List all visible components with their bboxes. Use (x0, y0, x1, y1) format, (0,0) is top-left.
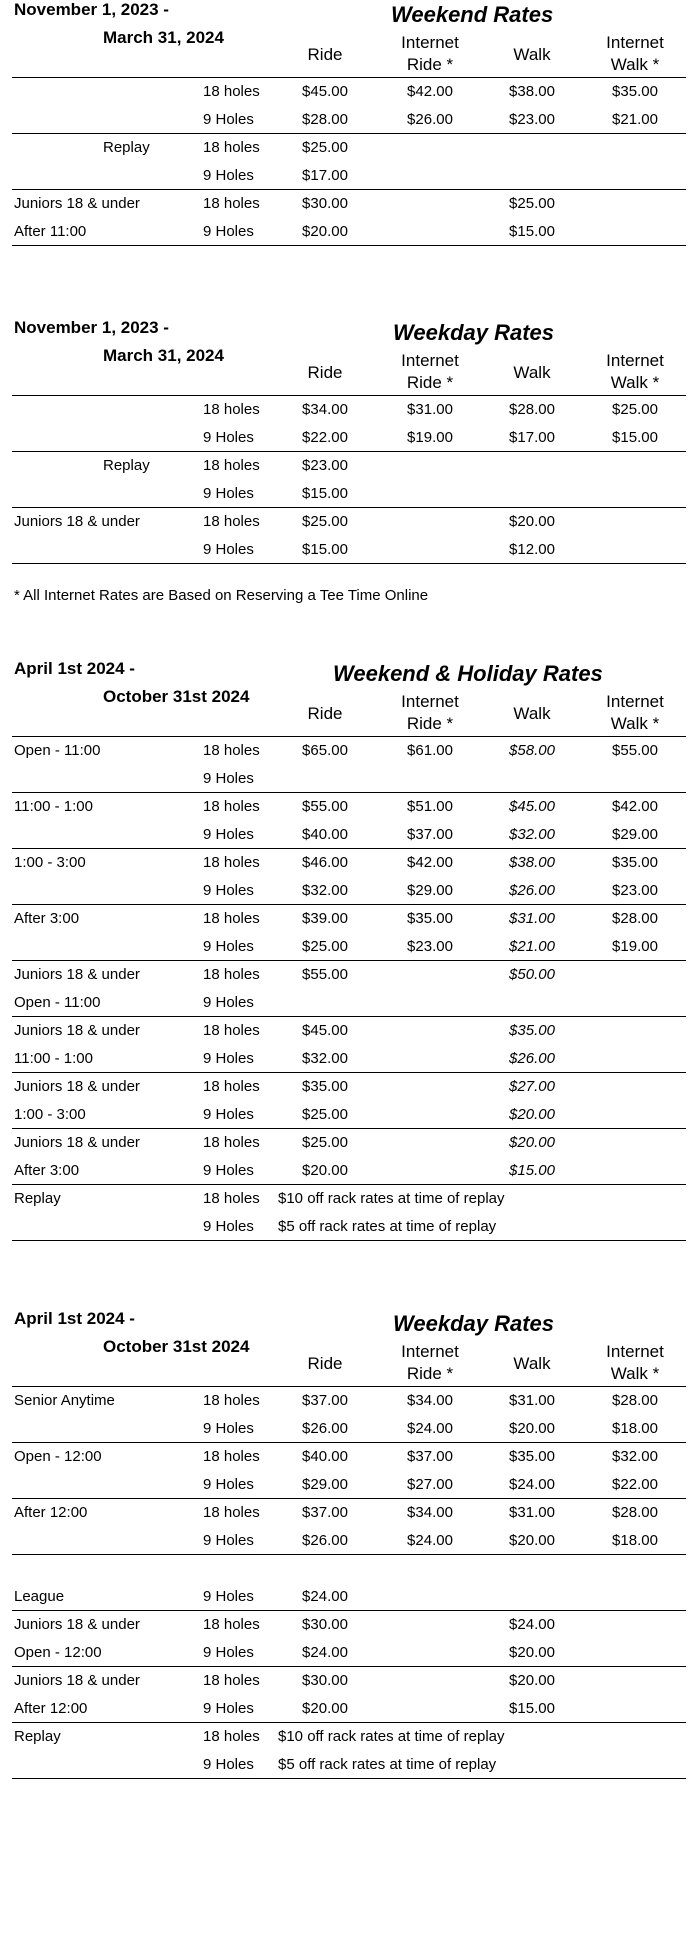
price-internet-walk: $19.00 (612, 938, 658, 955)
holes-count: 9 Holes (203, 223, 254, 240)
price-walk: $20.00 (509, 1532, 555, 1549)
holes-count: 18 holes (203, 1134, 260, 1151)
header-line: Ride * (406, 1364, 454, 1383)
price-walk: $20.00 (509, 1420, 555, 1437)
price-walk: $20.00 (509, 1644, 555, 1661)
holes-count: 18 holes (203, 1022, 260, 1039)
holes-count: 18 holes (203, 1078, 260, 1095)
price-ride: $23.00 (302, 457, 348, 474)
date-range-start: November 1, 2023 - (14, 318, 169, 337)
price-walk: $50.00 (509, 966, 555, 983)
rate-section (0, 1309, 696, 1949)
holes-count: 9 Holes (203, 1420, 254, 1437)
column-header-internet-ride (390, 691, 470, 735)
row-label: After 3:00 (14, 910, 80, 927)
price-ride: $55.00 (302, 798, 348, 815)
price-walk: $20.00 (509, 1672, 555, 1689)
holes-count: 9 Holes (203, 1700, 254, 1717)
price-walk: $31.00 (509, 1392, 555, 1409)
holes-count: 9 Holes (203, 485, 254, 502)
date-range-start: April 1st 2024 - (14, 659, 135, 678)
price-walk: $15.00 (509, 223, 555, 240)
row-label: Juniors 18 & under (14, 1022, 140, 1039)
date-range-end: October 31st 2024 (103, 687, 250, 706)
price-walk: $24.00 (509, 1616, 555, 1633)
price-internet-ride: $24.00 (407, 1532, 453, 1549)
table-divider (12, 189, 686, 190)
price-internet-walk: $29.00 (612, 826, 658, 843)
price-ride: $37.00 (302, 1504, 348, 1521)
holes-count: 9 Holes (203, 1476, 254, 1493)
price-ride: $29.00 (302, 1476, 348, 1493)
price-internet-ride: $27.00 (407, 1476, 453, 1493)
holes-count: 9 Holes (203, 1162, 254, 1179)
price-internet-walk: $32.00 (612, 1448, 658, 1465)
replay-discount-note: $5 off rack rates at time of replay (278, 1756, 497, 1773)
price-walk: $23.00 (509, 111, 555, 128)
row-label: 1:00 - 3:00 (14, 854, 86, 871)
holes-count: 9 Holes (203, 1532, 254, 1549)
section-title: Weekend Rates (391, 2, 554, 27)
column-header-ride: Ride (307, 363, 343, 382)
replay-discount-note: $5 off rack rates at time of replay (278, 1218, 497, 1235)
row-label: Replay (14, 1728, 61, 1745)
header-line: Walk * (610, 55, 660, 74)
row-label: Senior Anytime (14, 1392, 115, 1409)
price-internet-walk: $55.00 (612, 742, 658, 759)
price-ride: $65.00 (302, 742, 348, 759)
price-internet-walk: $15.00 (612, 429, 658, 446)
price-ride: $25.00 (302, 513, 348, 530)
holes-count: 18 holes (203, 966, 260, 983)
price-ride: $55.00 (302, 966, 348, 983)
header-line: Walk * (610, 714, 660, 733)
price-walk: $35.00 (509, 1022, 555, 1039)
holes-count: 9 Holes (203, 167, 254, 184)
price-ride: $32.00 (302, 882, 348, 899)
holes-count: 18 holes (203, 910, 260, 927)
header-line: Internet (401, 33, 459, 52)
price-ride: $25.00 (302, 139, 348, 156)
column-header-walk: Walk (513, 45, 551, 64)
header-line: Walk * (610, 373, 660, 392)
holes-count: 18 holes (203, 1616, 260, 1633)
replay-discount-note: $10 off rack rates at time of replay (278, 1728, 505, 1745)
price-internet-walk: $28.00 (612, 910, 658, 927)
price-ride: $28.00 (302, 111, 348, 128)
price-walk: $45.00 (509, 798, 555, 815)
holes-count: 9 Holes (203, 429, 254, 446)
row-label: Juniors 18 & under (14, 1672, 140, 1689)
price-walk: $20.00 (509, 513, 555, 530)
price-ride: $20.00 (302, 1700, 348, 1717)
holes-count: 18 holes (203, 1728, 260, 1745)
price-walk: $31.00 (509, 1504, 555, 1521)
holes-count: 18 holes (203, 1504, 260, 1521)
table-divider (12, 1778, 686, 1779)
row-label: Replay (14, 1190, 61, 1207)
column-header-ride: Ride (307, 45, 343, 64)
section-title: Weekday Rates (393, 1311, 555, 1336)
price-internet-walk: $35.00 (612, 854, 658, 871)
table-divider (12, 451, 686, 452)
price-walk: $15.00 (509, 1700, 555, 1717)
row-label: Open - 11:00 (14, 742, 101, 759)
price-walk: $20.00 (509, 1106, 555, 1123)
row-label: After 11:00 (14, 223, 87, 240)
price-ride: $30.00 (302, 1672, 348, 1689)
row-label: Juniors 18 & under (14, 1134, 140, 1151)
price-internet-ride: $23.00 (407, 938, 453, 955)
table-divider (12, 1498, 686, 1499)
price-ride: $26.00 (302, 1532, 348, 1549)
table-divider (12, 1240, 686, 1241)
price-internet-walk: $28.00 (612, 1392, 658, 1409)
price-ride: $24.00 (302, 1644, 348, 1661)
price-ride: $26.00 (302, 1420, 348, 1437)
table-divider (12, 792, 686, 793)
table-divider (12, 1072, 686, 1073)
price-internet-ride: $24.00 (407, 1420, 453, 1437)
price-ride: $20.00 (302, 1162, 348, 1179)
date-range-start: April 1st 2024 - (14, 1309, 135, 1328)
table-divider (12, 1610, 686, 1611)
row-label: Replay (103, 139, 150, 156)
price-walk: $17.00 (509, 429, 555, 446)
section-title: Weekend & Holiday Rates (333, 661, 603, 686)
row-label: Juniors 18 & under (14, 1616, 140, 1633)
row-label: 11:00 - 1:00 (14, 798, 93, 815)
price-internet-walk: $35.00 (612, 83, 658, 100)
price-ride: $24.00 (302, 1588, 348, 1605)
price-internet-walk: $18.00 (612, 1420, 658, 1437)
header-line: Ride * (406, 373, 454, 392)
price-internet-walk: $25.00 (612, 401, 658, 418)
holes-count: 18 holes (203, 1448, 260, 1465)
header-line: Internet (606, 1342, 664, 1361)
row-label: 11:00 - 1:00 (14, 1050, 93, 1067)
header-line: Internet (606, 351, 664, 370)
price-internet-ride: $29.00 (407, 882, 453, 899)
holes-count: 9 Holes (203, 826, 254, 843)
table-divider (12, 507, 686, 508)
row-label: Juniors 18 & under (14, 1078, 140, 1095)
table-divider (12, 1128, 686, 1129)
price-walk: $25.00 (509, 195, 555, 212)
column-header-internet-ride (390, 1341, 470, 1385)
price-ride: $25.00 (302, 1106, 348, 1123)
holes-count: 18 holes (203, 1672, 260, 1689)
header-line: Internet (606, 692, 664, 711)
column-header-walk: Walk (513, 1354, 551, 1373)
holes-count: 9 Holes (203, 938, 254, 955)
header-line: Internet (401, 351, 459, 370)
price-ride: $32.00 (302, 1050, 348, 1067)
price-walk: $38.00 (509, 83, 555, 100)
price-ride: $30.00 (302, 1616, 348, 1633)
header-line: Internet (606, 33, 664, 52)
row-label: Juniors 18 & under (14, 513, 140, 530)
holes-count: 9 Holes (203, 1756, 254, 1773)
header-line: Internet (401, 692, 459, 711)
price-internet-walk: $28.00 (612, 1504, 658, 1521)
holes-count: 18 holes (203, 1392, 260, 1409)
price-internet-walk: $22.00 (612, 1476, 658, 1493)
price-internet-walk: $42.00 (612, 798, 658, 815)
date-range-end: October 31st 2024 (103, 1337, 250, 1356)
table-divider (12, 1386, 686, 1387)
column-header-walk: Walk (513, 704, 551, 723)
price-walk: $12.00 (509, 541, 555, 558)
column-header-ride: Ride (307, 704, 343, 723)
price-internet-walk: $21.00 (612, 111, 658, 128)
header-line: Ride * (406, 714, 454, 733)
replay-discount-note: $10 off rack rates at time of replay (278, 1190, 505, 1207)
price-internet-ride: $42.00 (407, 854, 453, 871)
row-label: Open - 12:00 (14, 1448, 102, 1465)
column-header-internet-walk (595, 350, 675, 394)
column-header-internet-walk (595, 32, 675, 76)
holes-count: 18 holes (203, 83, 260, 100)
holes-count: 9 Holes (203, 770, 254, 787)
row-label: Juniors 18 & under (14, 195, 140, 212)
holes-count: 9 Holes (203, 882, 254, 899)
section-title: Weekday Rates (393, 320, 555, 345)
table-divider (12, 1184, 686, 1185)
row-label: Juniors 18 & under (14, 966, 140, 983)
price-internet-ride: $37.00 (407, 1448, 453, 1465)
row-label: 1:00 - 3:00 (14, 1106, 86, 1123)
table-divider (12, 1554, 686, 1555)
price-walk: $31.00 (509, 910, 555, 927)
row-label: After 3:00 (14, 1162, 80, 1179)
table-divider (12, 563, 686, 564)
price-ride: $35.00 (302, 1078, 348, 1095)
row-label: After 12:00 (14, 1504, 88, 1521)
price-ride: $15.00 (302, 541, 348, 558)
price-walk: $21.00 (509, 938, 555, 955)
holes-count: 18 holes (203, 798, 260, 815)
header-line: Ride * (406, 55, 454, 74)
price-ride: $34.00 (302, 401, 348, 418)
price-ride: $45.00 (302, 83, 348, 100)
price-ride: $20.00 (302, 223, 348, 240)
price-ride: $46.00 (302, 854, 348, 871)
holes-count: 18 holes (203, 139, 260, 156)
price-ride: $37.00 (302, 1392, 348, 1409)
date-range-end: March 31, 2024 (103, 346, 224, 365)
price-internet-ride: $19.00 (407, 429, 453, 446)
internet-rates-footnote: * All Internet Rates are Based on Reserving a Tee Time Online (14, 587, 429, 604)
price-walk: $26.00 (509, 1050, 555, 1067)
table-divider (12, 904, 686, 905)
column-header-internet-ride (390, 350, 470, 394)
table-divider (12, 736, 686, 737)
price-internet-ride: $34.00 (407, 1504, 453, 1521)
holes-count: 9 Holes (203, 111, 254, 128)
holes-count: 9 Holes (203, 1644, 254, 1661)
price-walk: $15.00 (509, 1162, 555, 1179)
table-divider (12, 1666, 686, 1667)
holes-count: 18 holes (203, 457, 260, 474)
price-ride: $40.00 (302, 826, 348, 843)
price-internet-ride: $51.00 (407, 798, 453, 815)
header-line: Walk * (610, 1364, 660, 1383)
table-divider (12, 77, 686, 78)
price-internet-ride: $37.00 (407, 826, 453, 843)
price-ride: $40.00 (302, 1448, 348, 1465)
price-walk: $26.00 (509, 882, 555, 899)
price-walk: $32.00 (509, 826, 555, 843)
row-label: Replay (103, 457, 150, 474)
header-line: Internet (401, 1342, 459, 1361)
price-ride: $15.00 (302, 485, 348, 502)
table-divider (12, 1016, 686, 1017)
price-ride: $39.00 (302, 910, 348, 927)
holes-count: 18 holes (203, 1190, 260, 1207)
column-header-internet-ride (390, 32, 470, 76)
table-divider (12, 960, 686, 961)
row-label: Open - 12:00 (14, 1644, 102, 1661)
holes-count: 18 holes (203, 513, 260, 530)
price-walk: $38.00 (509, 854, 555, 871)
table-divider (12, 1722, 686, 1723)
column-header-ride: Ride (307, 1354, 343, 1373)
holes-count: 9 Holes (203, 541, 254, 558)
holes-count: 9 Holes (203, 994, 254, 1011)
holes-count: 9 Holes (203, 1588, 254, 1605)
holes-count: 9 Holes (203, 1106, 254, 1123)
row-label: Open - 11:00 (14, 994, 101, 1011)
column-header-internet-walk (595, 691, 675, 735)
price-internet-walk: $18.00 (612, 1532, 658, 1549)
row-label: After 12:00 (14, 1700, 88, 1717)
price-internet-ride: $35.00 (407, 910, 453, 927)
holes-count: 9 Holes (203, 1218, 254, 1235)
price-ride: $22.00 (302, 429, 348, 446)
table-divider (12, 848, 686, 849)
column-header-internet-walk (595, 1341, 675, 1385)
holes-count: 9 Holes (203, 1050, 254, 1067)
table-divider (12, 1442, 686, 1443)
holes-count: 18 holes (203, 742, 260, 759)
price-walk: $28.00 (509, 401, 555, 418)
price-walk: $35.00 (509, 1448, 555, 1465)
table-divider (12, 245, 686, 246)
rate-section (0, 659, 696, 1299)
row-label: League (14, 1588, 65, 1605)
price-internet-walk: $23.00 (612, 882, 658, 899)
price-walk: $58.00 (509, 742, 555, 759)
holes-count: 18 holes (203, 401, 260, 418)
price-ride: $17.00 (302, 167, 348, 184)
price-walk: $20.00 (509, 1134, 555, 1151)
price-internet-ride: $61.00 (407, 742, 453, 759)
price-walk: $24.00 (509, 1476, 555, 1493)
price-ride: $25.00 (302, 938, 348, 955)
table-divider (12, 133, 686, 134)
table-divider (12, 395, 686, 396)
price-ride: $30.00 (302, 195, 348, 212)
price-ride: $45.00 (302, 1022, 348, 1039)
price-internet-ride: $26.00 (407, 111, 453, 128)
date-range-end: March 31, 2024 (103, 28, 224, 47)
holes-count: 18 holes (203, 854, 260, 871)
price-internet-ride: $31.00 (407, 401, 453, 418)
price-internet-ride: $42.00 (407, 83, 453, 100)
price-ride: $25.00 (302, 1134, 348, 1151)
price-walk: $27.00 (509, 1078, 555, 1095)
price-internet-ride: $34.00 (407, 1392, 453, 1409)
date-range-start: November 1, 2023 - (14, 0, 169, 19)
holes-count: 18 holes (203, 195, 260, 212)
column-header-walk: Walk (513, 363, 551, 382)
